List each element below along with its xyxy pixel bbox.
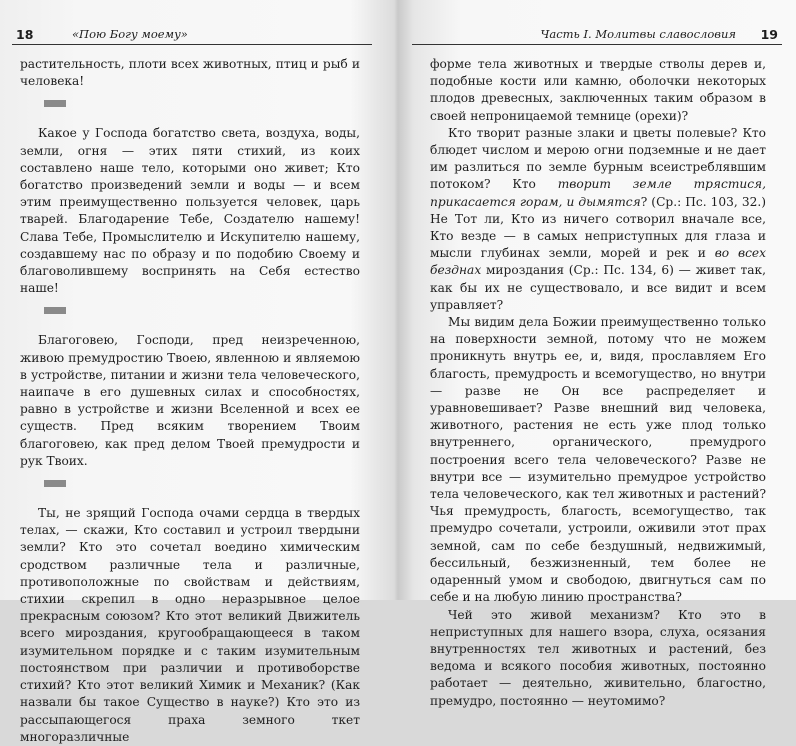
- paragraph: форме тела животных и твердые стволы дерев и, подобные кости или камню, оболочки некоторых плодов древесных, заключенных таким образом в своей непроницаемой темнице (орехи)?: [430, 57, 766, 123]
- left-page-body: [20, 56, 360, 746]
- paragraph: Какое у Господа богатство света, воздуха, воды, земли, огня — этих пяти стихий, из коих составлено наше тело, которыми оно живет; Кто богатство произведений земли и воды — и всем этим преимущественно пользуется человек, царь тварей. Благодарение Тебе, Создателю нашему! Слава Тебе, Промыслителю и Искупителю нашему, создавшему нас по образу и по подобию Своему и благоволившему воспринять на Себя естество наше!: [20, 126, 360, 296]
- paragraph: Мы видим дела Божии преимущественно только на поверхности земной, потому что не можем проникнуть внутрь ее, и, видя, прославляем Его благость, премудрость и всемогущество, но внутри — разве не Он все распределяет и уравновешивает? Разве внешний вид человека, животного, растения не есть уже плод только внутреннего, органического, премудрого построения всего тела человеческого? Разве не внутри все — изумительно премудрое устройство тела человеческого, как тел животных и растений? Чья премудрость, благость, всемогущество, так премудро сочетали, устроили, оживили этот прах земной, сам по себе бездушный, недвижимый, бессильный, безжизненный, тем более не одаренный умом и свободою, двигнуться сам по себе и на любую линию пространства?: [430, 315, 766, 605]
- paragraph: Ты, не зрящий Господа очами сердца в твердых телах, — скажи, Кто составил и устроил твердыни земли? Кто это сочетал воедино химическим сродством различные тела и различные, противоположные по свойствам и действиям, стихии скрепил в одно неразрывное целое прекрасным союзом? Кто этот великий Движитель всего мироздания, кругообращающееся в таком изумительном порядке и с таким изумительным постоянством при различии и противоборстве стихий? Кто этот великий Химик и Механик? (Как назвали бы такое Существо в науке?) Кто это из рассыпающегося праха земного ткет многоразличные: [20, 506, 360, 744]
- text-run: Кто творит разные злаки и цветы полевые? Кто блюдет числом и мерою огни подземные и не дает им разлиться по земле бурным всеистреблявшим потоком? Кто: [430, 125, 766, 192]
- paragraph: Благоговею, Господи, пред неизреченною, живою премудростию Твоею, явленною и являемою в устройстве, питании и жизни тела человеческого, наипаче в его душевных силах и способностях, равно в устройстве и жизни Вселенной и всех ее существ. Пред всяким творением Твоим благоговею, как пред делом Твоей премудрости и рук Твоих.: [20, 333, 360, 468]
- left-running-title: «Пою Богу моему»: [72, 27, 188, 41]
- right-running-title: Часть I. Молитвы славословия: [540, 27, 736, 41]
- section-marker: [44, 100, 66, 107]
- paragraph: растительность, плоти всех животных, птиц и рыб и человека!: [20, 57, 360, 89]
- text-run: ? (Ср.: Пс. 103, 32.) Не Тот ли, Кто из ничего сотворил вначале все, Кто везде — в самых неприступных для глаза и мысли глубинах земли, морей и рек и: [430, 194, 767, 261]
- paragraph: [430, 125, 766, 314]
- scripture-quote: творит земле трястися, прикасается горам, и дымятся: [430, 177, 766, 209]
- paragraph: Чей это живой механизм? Кто это в неприступных для нашего взора, слуха, осязания внутренностях тел животных и растений, без ведома и всякого пособия животных, постоянно работает — деятельно, живительно, благостно, премудро, постоянно — неутомимо?: [430, 607, 766, 708]
- left-page-number: 18: [16, 27, 34, 42]
- right-page-header: [412, 22, 782, 45]
- section-marker: [44, 307, 66, 314]
- right-page-number: 19: [760, 27, 778, 42]
- section-marker: [44, 480, 66, 487]
- text-run: мироздания (Ср.: Пс. 134, 6) — живет так, как бы их не существовало, и все видит и всем управляет?: [430, 263, 766, 312]
- scripture-quote: во всех безднах: [430, 246, 766, 278]
- right-page: [400, 0, 796, 708]
- right-page-body: [430, 56, 766, 710]
- left-page: [0, 0, 396, 744]
- left-page-header: [12, 22, 372, 45]
